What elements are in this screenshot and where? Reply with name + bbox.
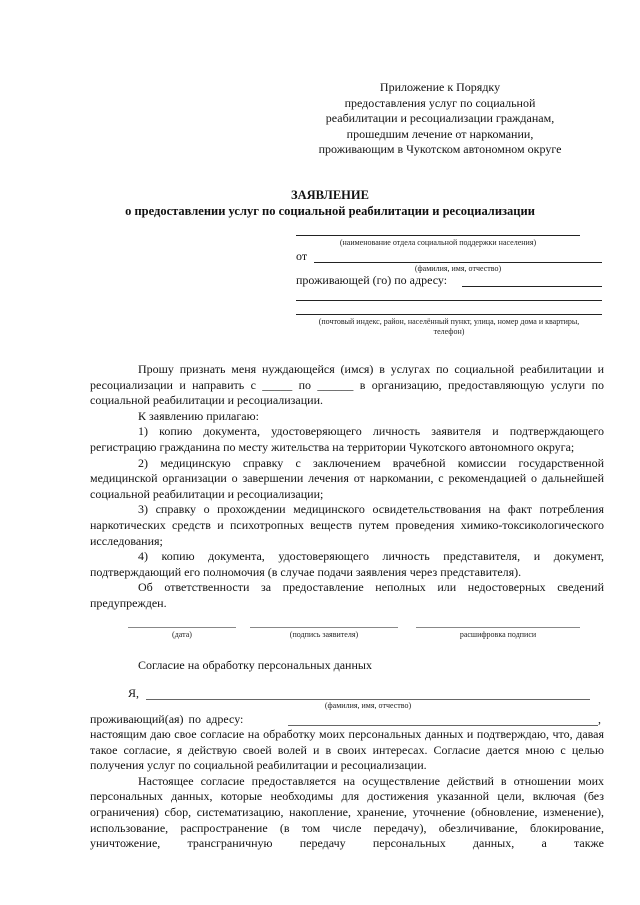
consent-i-label: Я, bbox=[128, 686, 140, 700]
signature-caption: (подпись заявителя) bbox=[289, 630, 359, 639]
annex-line: реабилитации и ресоциализации гражданам, bbox=[325, 111, 555, 125]
request-body bbox=[90, 362, 604, 612]
date-caption: (дата) bbox=[172, 630, 192, 639]
from-label: от bbox=[296, 249, 308, 263]
attachment-item: 2) медицинскую справку с заключением врачебной комиссии государственной медицинской организации о завершении лечения от наркомании, с рекомендацией о дальнейшей социальной реабилитации и ресоциализации; bbox=[90, 455, 604, 501]
attachment-item: 3) справку о прохождении медицинского освидетельствования на факт потребления наркотических средств и психотропных веществ путем проведения химико-токсикологического исследования; bbox=[90, 502, 604, 548]
annex-line: Приложение к Порядку bbox=[379, 80, 501, 94]
address-field-1[interactable] bbox=[462, 286, 602, 287]
consent-text: настоящим даю свое согласие на обработку моих персональных данных и подтверждаю, что, давая такое согласие, я действую своей волей и в своих интересах. Согласие дается мною с целью получения услуг по социальной реабилитации и ресоциализации. bbox=[90, 727, 604, 773]
consent-body bbox=[90, 727, 604, 852]
address-field-2[interactable] bbox=[296, 300, 602, 301]
signature-field[interactable] bbox=[250, 627, 398, 628]
from-field[interactable] bbox=[314, 262, 602, 263]
address-field-3[interactable] bbox=[296, 314, 602, 315]
attachment-item: 4) копию документа, удостоверяющего личность представителя, и документ, подтверждающий его полномочия (в случае подачи заявления через представителя). bbox=[90, 549, 604, 579]
annex-line: предоставления услуг по социальной bbox=[344, 95, 536, 110]
annex-header bbox=[290, 80, 590, 158]
department-caption: (наименование отдела социальной поддержки населения) bbox=[339, 238, 537, 247]
annex-line: проживающим в Чукотском автономном округе bbox=[318, 142, 562, 156]
department-field[interactable] bbox=[296, 235, 580, 236]
consent-address-comma: , bbox=[598, 712, 601, 726]
request-paragraph: Прошу признать меня нуждающейся (имся) в услугах по социальной реабилитации и ресоциализации и направить с _____ по ______ в организацию, предоставляющую услуги по социальной реабилитации и ресоциализации. bbox=[90, 362, 604, 408]
address-caption-2: телефон) bbox=[433, 327, 465, 336]
annex-line: прошедшим лечение от наркомании, bbox=[346, 126, 534, 141]
consent-fio-field[interactable] bbox=[146, 699, 590, 700]
consent-heading: Согласие на обработку персональных данных bbox=[138, 658, 372, 672]
consent-fio-caption: (фамилия, имя, отчество) bbox=[324, 701, 412, 710]
title-main: ЗАЯВЛЕНИЕ bbox=[291, 188, 369, 202]
address-caption-1: (почтовый индекс, район, населённый пункт, улица, номер дома и квартиры, bbox=[318, 317, 580, 326]
consent-text: Настоящее согласие предоставляется на осуществление действий в отношении моих персональных данных, которые необходимы для достижения указанной цели, включая (без ограничения) сбор, систематизацию, накопление, хранение, уточнение (обновление, изменение), использование, распространение (в том числе передачу), обезличивание, блокирование, уничтожение, трансграничную передачу персональных данных, а также bbox=[90, 773, 604, 851]
attachments-heading: К заявлению прилагаю: bbox=[138, 408, 259, 423]
title-subtitle: о предоставлении услуг по социальной реабилитации и ресоциализации bbox=[125, 204, 535, 218]
consent-address-field[interactable] bbox=[288, 725, 598, 726]
signature-decoding-caption: расшифровка подписи bbox=[459, 630, 537, 639]
attachment-item: 1) копию документа, удостоверяющего личность заявителя и подтверждающего регистрацию гражданина по месту жительства на территории Чукотского автономного округа; bbox=[90, 424, 604, 454]
document-title bbox=[60, 187, 600, 219]
date-field[interactable] bbox=[128, 627, 236, 628]
liability-paragraph: Об ответственности за предоставление неполных или недостоверных сведений предупрежден. bbox=[90, 580, 604, 610]
signature-decoding-field[interactable] bbox=[416, 627, 580, 628]
address-label: проживающей (го) по адресу: bbox=[296, 273, 448, 287]
consent-address-label: проживающий(ая) по адресу: bbox=[90, 712, 244, 726]
from-caption: (фамилия, имя, отчество) bbox=[414, 264, 502, 273]
